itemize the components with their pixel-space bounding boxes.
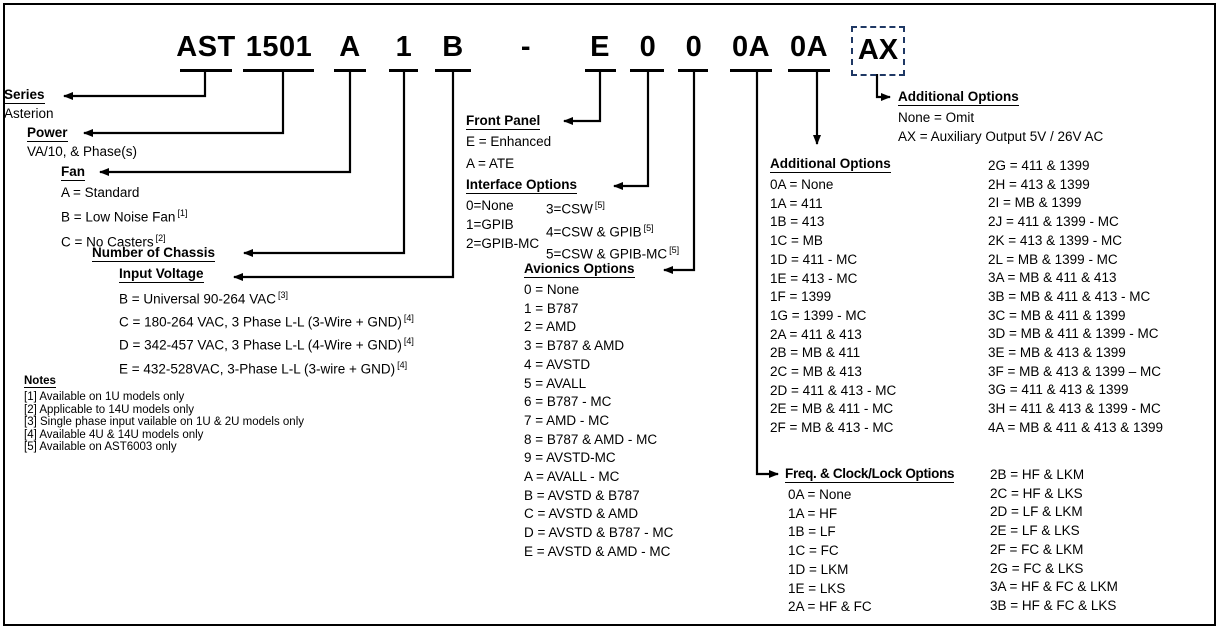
interface-options-section-header: Interface Options <box>466 177 578 192</box>
series-value: Asterion <box>4 106 54 121</box>
option-row: 7 = AMD - MC <box>524 412 610 428</box>
freq-clock-lock-col1 <box>788 486 872 617</box>
option-row: C = 180-264 VAC, 3 Phase L-L (3-Wire + GND) [4] <box>119 313 414 330</box>
model-segment-fan: A <box>339 31 361 63</box>
model-segment-voltage: B <box>442 31 464 63</box>
option-row: 0A = None <box>788 487 852 502</box>
note-row: [5] Available on AST6003 only <box>24 441 177 454</box>
option-row: 2F = MB & 413 - MC <box>770 420 894 436</box>
avionics-options-section-header: Avionics Options <box>524 261 635 276</box>
model-segment-ax: AX <box>857 34 899 66</box>
freq-clock-lock-col2 <box>990 466 1118 616</box>
option-row: 0A = None <box>770 177 834 192</box>
option-row: 9 = AVSTD-MC <box>524 450 616 466</box>
option-row: 3F = MB & 413 & 1399 – MC <box>988 363 1161 379</box>
front-panel-section-header: Front Panel <box>466 113 541 128</box>
option-row: AX = Auxiliary Output 5V / 26V AC <box>898 129 1104 144</box>
avionics-options-list <box>524 281 673 562</box>
option-row: 2B = HF & LKM <box>990 467 1085 482</box>
option-row: 2D = LF & LKM <box>990 504 1083 520</box>
model-segment-series: AST <box>176 31 236 63</box>
option-row: 4 = AVSTD <box>524 356 591 372</box>
option-row: D = 342-457 VAC, 3 Phase L-L (4-Wire + GND) [4] <box>119 336 414 353</box>
option-row: 2H = 413 & 1399 <box>988 176 1090 192</box>
option-row: 1=GPIB <box>466 217 514 232</box>
option-row: 2I = MB & 1399 <box>988 195 1082 211</box>
input-voltage-options-list <box>119 286 414 379</box>
option-row: 3A = HF & FC & LKM <box>990 579 1118 595</box>
option-row: 2J = 411 & 1399 - MC <box>988 214 1119 230</box>
option-row: 2L = MB & 1399 - MC <box>988 251 1118 267</box>
option-row: 2A = HF & FC <box>788 599 872 615</box>
note-row: [3] Single phase input vailable on 1U & 2U models only <box>24 416 305 429</box>
option-row: 3 = B787 & AMD <box>524 338 625 354</box>
fan-options-list <box>61 183 187 252</box>
option-row: 2K = 413 & 1399 - MC <box>988 232 1122 248</box>
interface-options-col1 <box>466 196 539 253</box>
option-row: 2F = FC & LKM <box>990 541 1084 557</box>
option-row: 6 = B787 - MC <box>524 394 612 410</box>
note-row: [1] Available on 1U models only <box>24 391 185 403</box>
series-section-header: Series <box>4 87 45 102</box>
option-row: 2A = 411 & 413 <box>770 326 862 342</box>
option-row: E = AVSTD & AMD - MC <box>524 543 671 559</box>
option-row: 2G = 411 & 1399 <box>988 158 1090 173</box>
option-row: 3B = HF & FC & LKS <box>990 597 1117 613</box>
option-row: B = AVSTD & B787 <box>524 487 640 503</box>
option-row: 1D = 411 - MC <box>770 251 858 267</box>
note-row: [2] Applicable to 14U models only <box>24 403 195 416</box>
option-row: E = Enhanced <box>466 134 552 149</box>
option-row: 8 = B787 & AMD - MC <box>524 431 658 447</box>
option-row: 3A = MB & 411 & 413 <box>988 270 1117 286</box>
option-row: 1A = HF <box>788 505 838 521</box>
option-row: 0=None <box>466 198 514 213</box>
additional-options-mid-section-header: Additional Options <box>770 156 891 171</box>
model-segment-front-panel: E <box>590 31 610 63</box>
option-row: 3C = MB & 411 & 1399 <box>988 307 1126 323</box>
additional-options-top-section-header: Additional Options <box>898 89 1019 104</box>
power-section-header: Power <box>27 125 68 140</box>
option-row: C = No Casters [2] <box>61 232 166 249</box>
model-segment-dash: - <box>520 31 532 63</box>
additional-options-top-list <box>898 108 1103 146</box>
option-row: 1E = 413 - MC <box>770 270 858 286</box>
option-row: 2E = LF & LKS <box>990 523 1080 539</box>
option-row: 1D = LKM <box>788 561 849 577</box>
power-value: VA/10, & Phase(s) <box>27 144 138 159</box>
option-row: 4A = MB & 411 & 413 & 1399 <box>988 419 1163 435</box>
option-row: 0 = None <box>524 282 580 297</box>
option-row: B = Low Noise Fan [1] <box>61 208 188 225</box>
option-row: 2E = MB & 411 - MC <box>770 401 894 417</box>
option-row: C = AVSTD & AMD <box>524 506 639 522</box>
option-row: 2 = AMD <box>524 319 577 335</box>
option-row: 3B = MB & 411 & 413 - MC <box>988 288 1151 304</box>
additional-options-mid-col1 <box>770 176 896 438</box>
front-panel-options-list <box>466 131 551 174</box>
option-row: 1E = LKS <box>788 580 846 596</box>
model-segment-freq-clock: 0A <box>789 31 829 63</box>
input-voltage-section-header: Input Voltage <box>119 266 204 281</box>
option-row: 3G = 411 & 413 & 1399 <box>988 382 1129 398</box>
option-row: 1G = 1399 - MC <box>770 307 867 323</box>
option-row: 1F = 1399 <box>770 289 832 305</box>
model-segment-additional: 0A <box>731 31 771 63</box>
option-row: 1C = MB <box>770 233 823 249</box>
option-row: 3=CSW [5] <box>546 200 605 217</box>
option-row: 3D = MB & 411 & 1399 - MC <box>988 326 1159 342</box>
model-segment-avionics: 0 <box>685 31 703 63</box>
option-row: 2B = MB & 411 <box>770 345 861 361</box>
additional-options-mid-col2 <box>988 157 1163 438</box>
interface-options-col2 <box>546 196 679 264</box>
option-row: D = AVSTD & B787 - MC <box>524 525 674 541</box>
fan-section-header: Fan <box>61 164 86 179</box>
option-row: A = Standard <box>61 185 140 200</box>
option-row: 1B = 413 <box>770 214 825 230</box>
option-row: A = AVALL - MC <box>524 469 620 485</box>
model-segment-power: 1501 <box>245 31 313 63</box>
option-row: 1C = FC <box>788 543 839 559</box>
notes-list <box>24 391 304 454</box>
option-row: 2D = 411 & 413 - MC <box>770 382 897 398</box>
model-segment-interface: 0 <box>639 31 657 63</box>
option-row: 3H = 411 & 413 & 1399 - MC <box>988 401 1161 417</box>
option-row: 2G = FC & LKS <box>990 560 1084 576</box>
option-row: 4=CSW & GPIB [5] <box>546 222 654 239</box>
option-row: None = Omit <box>898 110 975 125</box>
model-segment-chassis: 1 <box>395 31 413 63</box>
option-row: B = Universal 90-264 VAC [3] <box>119 290 288 307</box>
option-row: 5=CSW & GPIB-MC [5] <box>546 245 680 262</box>
option-row: 1A = 411 <box>770 195 823 211</box>
option-row: 1 = B787 <box>524 300 579 316</box>
option-row: 1B = LF <box>788 524 836 540</box>
option-row: 2=GPIB-MC <box>466 236 540 251</box>
option-row: 2C = MB & 413 <box>770 364 862 380</box>
option-row: 2C = HF & LKS <box>990 485 1083 501</box>
option-row: 5 = AVALL <box>524 375 587 391</box>
chassis-section-header: Number of Chassis <box>92 245 216 260</box>
freq-clock-lock-section-header: Freq. & Clock/Lock Options <box>785 466 955 481</box>
model-segment-ax-box <box>851 26 905 76</box>
note-row: [4] Available 4U & 14U models only <box>24 428 204 441</box>
option-row: E = 432-528VAC, 3-Phase L-L (3-wire + GND) [4] <box>119 359 408 377</box>
option-row: A = ATE <box>466 155 515 171</box>
notes-section-header: Notes <box>24 375 56 387</box>
option-row: 3E = MB & 413 & 1399 <box>988 345 1126 361</box>
